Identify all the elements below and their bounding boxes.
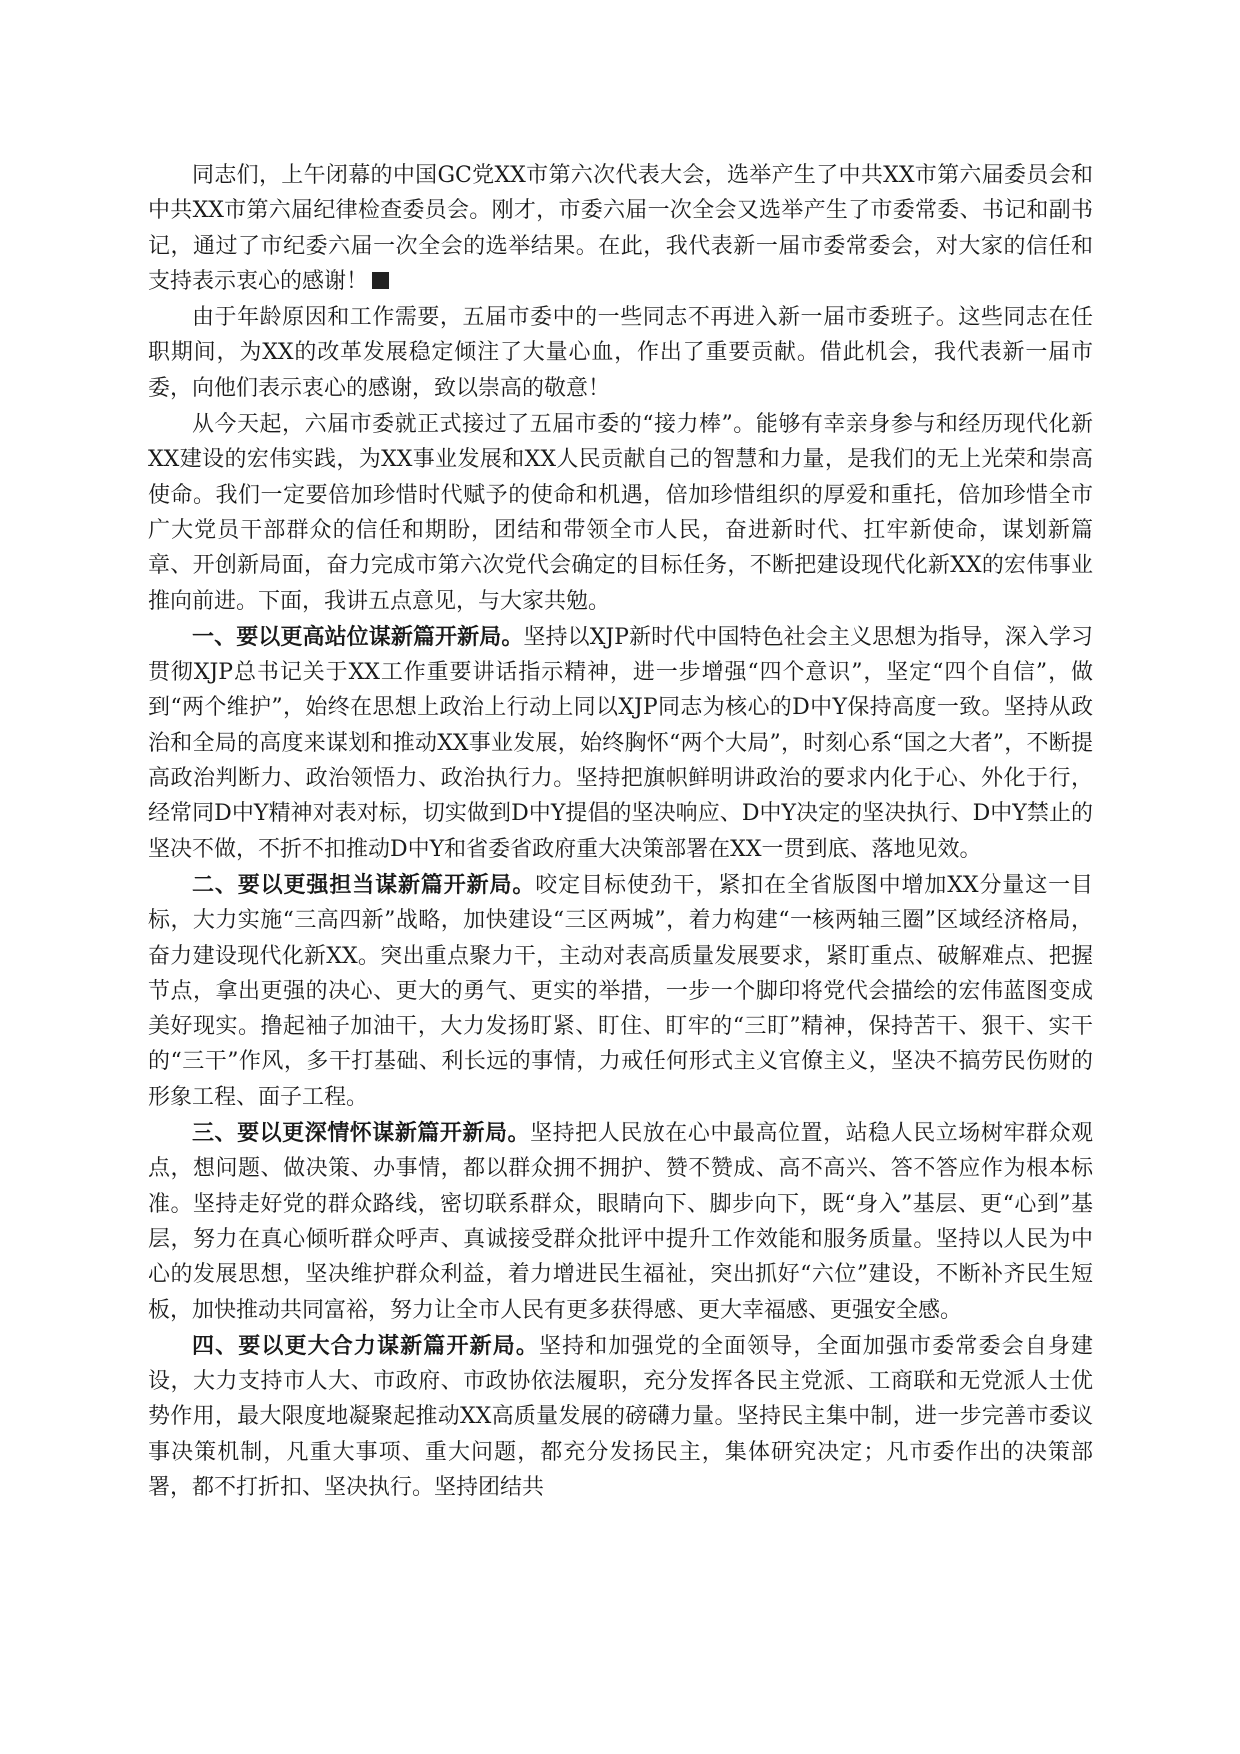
paragraph-thanks-former-committee <box>148 300 1093 406</box>
paragraph-heading: 二、要以更强担当谋新篇开新局。 <box>192 871 536 898</box>
paragraph-point-2 <box>148 868 1093 1115</box>
paragraph-heading: 三、要以更深情怀谋新篇开新局。 <box>192 1120 531 1147</box>
paragraph-text: 坚持和加强党的全面领导，全面加强市委常委会自身建设，大力支持市人大、市政府、市政协依法履职，充分发挥各民主党派、工商联和无党派人士优势作用，最大限度地凝聚起推动XX高质量发展的磅礴力量。坚持民主集中制，进一步完善市委议事决策机制，凡重大事项、重大问题，都充分发扬民主，集体研究决定；凡市委作出的决策部署，都不打折扣、坚决执行。坚持团结共 <box>148 1333 1093 1500</box>
paragraph-point-3 <box>148 1116 1093 1328</box>
square-mark-icon <box>372 272 389 289</box>
paragraph-point-1 <box>148 620 1093 867</box>
paragraph-text: 咬定目标使劲干，紧扣在全省版图中增加XX分量这一目标，大力实施“三高四新”战略，加快建设“三区两城”，着力构建“一核两轴三圈”区域经济格局，奋力建设现代化新XX。突出重点聚力干，主动对表高质量发展要求，紧盯重点、破解难点、把握节点，拿出更强的决心、更大的勇气、更实的举措，一步一个脚印将党代会描绘的宏伟蓝图变成美好现实。撸起袖子加油干，大力发扬盯紧、盯住、盯牢的“三盯”精神，保持苦干、狠干、实干的“三干”作风，多干打基础、利长远的事情，力戒任何形式主义官僚主义，坚决不搞劳民伤财的形象工程、面子工程。 <box>148 872 1093 1110</box>
paragraph-text: 从今天起，六届市委就正式接过了五届市委的“接力棒”。能够有幸亲身参与和经历现代化新XX建设的宏伟实践，为XX事业发展和XX人民贡献自己的智慧和力量，是我们的无上光荣和崇高使命。我们一定要倍加珍惜时代赋予的使命和机遇，倍加珍惜组织的厚爱和重托，倍加珍惜全市广大党员干部群众的信任和期盼，团结和带领全市人民，奋进新时代、扛牢新使命，谋划新篇章、开创新局面，奋力完成市第六次党代会确定的目标任务，不断把建设现代化新XX的宏伟事业推向前进。下面，我讲五点意见，与大家共勉。 <box>148 412 1093 614</box>
paragraph-point-4 <box>148 1329 1093 1505</box>
paragraph-heading: 四、要以更大合力谋新篇开新局。 <box>192 1332 539 1359</box>
paragraph-heading: 一、要以更高站位谋新篇开新局。 <box>192 623 524 650</box>
paragraph-relay-baton <box>148 407 1093 619</box>
paragraph-opening <box>148 158 1093 299</box>
paragraph-text: 由于年龄原因和工作需要，五届市委中的一些同志不再进入新一届市委班子。这些同志在任职期间，为XX的改革发展稳定倾注了大量心血，作出了重要贡献。借此机会，我代表新一届市委，向他们表示衷心的感谢，致以崇高的敬意！ <box>148 305 1093 401</box>
paragraph-text: 坚持把人民放在心中最高位置，站稳人民立场树牢群众观点，想问题、做决策、办事情，都以群众拥不拥护、赞不赞成、高不高兴、答不答应作为根本标准。坚持走好党的群众路线，密切联系群众，眼睛向下、脚步向下，既“身入”基层、更“心到”基层，努力在真心倾听群众呼声、真诚接受群众批评中提升工作效能和服务质量。坚持以人民为中心的发展思想，坚决维护群众利益，着力增进民生福祉，突出抓好“六位”建设，不断补齐民生短板，加快推动共同富裕，努力让全市人民有更多获得感、更大幸福感、更强安全感。 <box>148 1121 1093 1323</box>
paragraph-text: 坚持以XJP新时代中国特色社会主义思想为指导，深入学习贯彻XJP总书记关于XX工作重要讲话指示精神，进一步增强“四个意识”，坚定“四个自信”，做到“两个维护”，始终在思想上政治上行动上同以XJP同志为核心的D中Y保持高度一致。坚持从政治和全局的高度来谋划和推动XX事业发展，始终胸怀“两个大局”，时刻心系“国之大者”，不断提高政治判断力、政治领悟力、政治执行力。坚持把旗帜鲜明讲政治的要求内化于心、外化于行，经常同D中Y精神对表对标，切实做到D中Y提倡的坚决响应、D中Y决定的坚决执行、D中Y禁止的坚决不做，不折不扣推动D中Y和省委省政府重大决策部署在XX一贯到底、落地见效。 <box>148 624 1093 862</box>
document-page <box>148 158 1093 1506</box>
paragraph-text: 同志们，上午闭幕的中国GC党XX市第六次代表大会，选举产生了中共XX市第六届委员会和中共XX市第六届纪律检查委员会。刚才，市委六届一次全会又选举产生了市委常委、书记和副书记，通过了市纪委六届一次全会的选举结果。在此，我代表新一届市委常委会，对大家的信任和支持表示衷心的感谢！ <box>148 163 1093 294</box>
